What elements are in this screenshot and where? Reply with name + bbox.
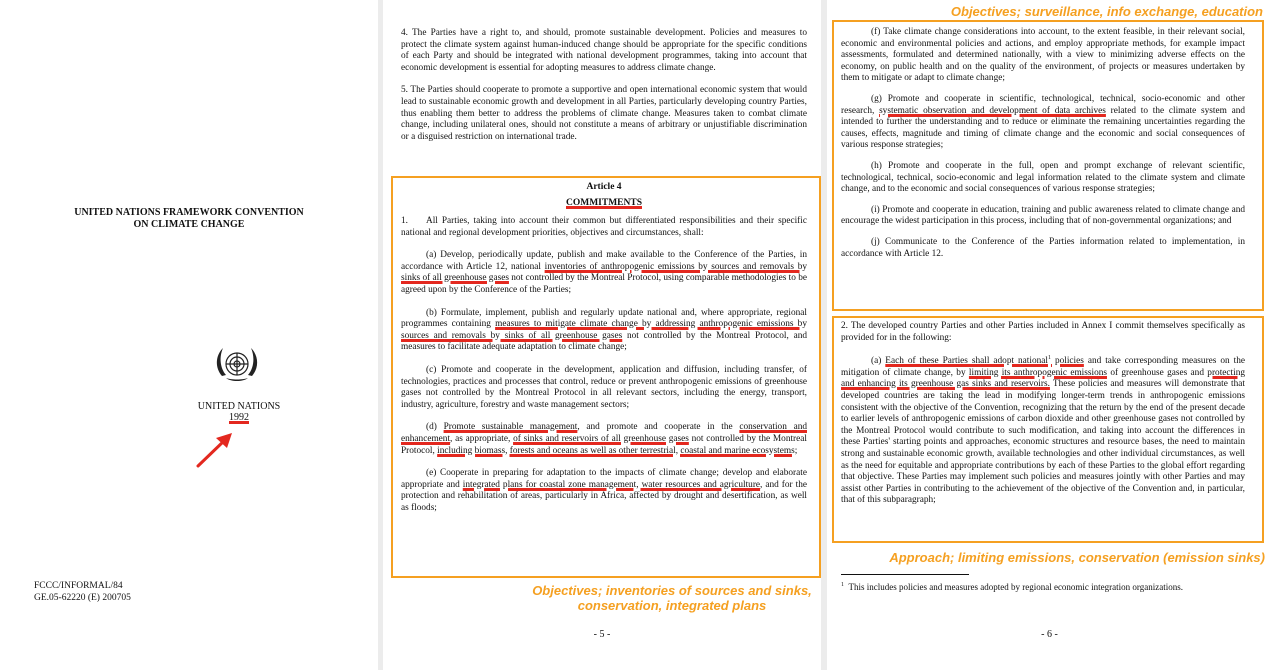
page5-top-paragraphs bbox=[401, 28, 807, 154]
underline-sinks-reservoirs: of sinks and reservoirs of all greenhouse gases bbox=[513, 433, 689, 444]
page-number-6: - 6 - bbox=[1041, 629, 1058, 640]
organization-title bbox=[0, 207, 378, 231]
document-reference bbox=[34, 580, 131, 604]
year-label bbox=[0, 412, 378, 423]
subparagraph-d: (d) Promote sustainable management, and promote and cooperate in the conservation and enhancement, as appropriate, of sinks and reservoirs of all greenhouse gases not controlled by the Montreal Protocol, including biomass, forests and oceans as well as other terrestrial, coastal and marine ecosystems; bbox=[401, 422, 807, 456]
commitments-heading-wrap bbox=[401, 198, 807, 208]
red-arrow-icon bbox=[192, 430, 238, 472]
subparagraph-f: (f) Take climate change considerations into account, to the extent feasible, in their relevant social, economic and environmental policies and actions, and employ appropriate methods, for example impact assessments, formulated and determined nationally, with a view to minimizing adverse effects on the economy, on public health and on the quality of the environment, of projects or measures undertaken by them to mitigate or adapt to climate change; bbox=[841, 27, 1245, 84]
subparagraph-g: (g) Promote and cooperate in scientific, technological, technical, socio-economic and other research, systematic observation and development of data archives related to the climate system and intended to further the understanding and to reduce or eliminate the remaining uncertainties regarding the causes, effects, magnitude and timing of climate change and the economic and social consequences of various response strategies; bbox=[841, 93, 1245, 151]
un-label-block bbox=[0, 401, 378, 423]
un-emblem-icon bbox=[210, 342, 264, 390]
subparagraph-i: (i) Promote and cooperate in education, training and public awareness related to climate change and encourage the widest participation in this process, including that of non-governmental organizations; and bbox=[841, 204, 1245, 227]
underline-policies: policies bbox=[1050, 356, 1084, 367]
paragraph-5: 5. The Parties should cooperate to promote a supportive and open international economic system that would lead to sustainable economic growth and development in all Parties, particularly developing country Parties, thus enabling them better to address the problems of climate change. Measures taken to combat climate change, including unilateral ones, should not constitute a means of arbitrary or unjustifiable discrimination or a disguised restriction on international trade. bbox=[401, 85, 807, 142]
underline-limiting-emissions: limiting its anthropogenic emissions bbox=[968, 367, 1107, 378]
underline-adopt-national: Each of these Parties shall adopt national bbox=[885, 356, 1048, 367]
org-title-line-2: ON CLIMATE CHANGE bbox=[133, 219, 245, 230]
page6-top-caption: Objectives; surveillance, info exchange, education bbox=[950, 4, 1263, 19]
item-1-intro: 1. All Parties, taking into account their common but differentiated responsibilities and their specific national and regional development priorities, objectives and circumstances, shall: bbox=[401, 216, 807, 238]
page5-caption-line-1: Objectives; inventories of sources and sinks, bbox=[532, 583, 812, 598]
org-title-line-1: UNITED NATIONS FRAMEWORK CONVENTION bbox=[74, 207, 304, 218]
subparagraph-e: (e) Cooperate in preparing for adaptation to the impacts of climate change; develop and elaborate appropriate and integrated plans for coastal zone management, water resources and agriculture, and for the protection and rehabilitation of areas, particularly in Africa, affected by drought and desertification, as well as floods; bbox=[401, 468, 807, 513]
underline-sustainable-management: Promote sustainable management bbox=[443, 422, 578, 433]
commitments-heading: COMMITMENTS bbox=[566, 198, 642, 208]
page6-upper-section bbox=[841, 27, 1245, 260]
underline-integrated-plans: integrated plans for coastal zone management, water resources and agriculture bbox=[462, 479, 761, 490]
footnote bbox=[841, 580, 1261, 594]
underline-inventories: inventories of anthropogenic emissions by sources and removals by sinks of all greenhouse gases bbox=[401, 261, 807, 284]
footnote-divider bbox=[841, 574, 969, 575]
footnote-mark: 1 bbox=[841, 582, 844, 588]
subparagraph-h: (h) Promote and cooperate in the full, open and prompt exchange of relevant scientific, technological, technical, socio-economic and legal information related to the climate system and climate change, and to the economic and social consequences of various response strategies; bbox=[841, 160, 1245, 195]
page-6 bbox=[827, 0, 1272, 670]
subparagraph-c: (c) Promote and cooperate in the development, application and diffusion, including transfer, of technologies, practices and processes that control, reduce or prevent anthropogenic emissions of greenhouse gases not controlled by the Montreal Protocol in all relevant sectors, including the energy, transport, industry, agriculture, forestry and waste management sectors; bbox=[401, 364, 807, 410]
page-5 bbox=[383, 0, 821, 670]
paragraph-4: 4. The Parties have a right to, and should, promote sustainable development. Policies and measures to protect the climate system against human-induced change should be appropriate for the specific conditions of each Party and should be integrated with national development programmes, taking into account that economic development is essential for adopting measures to address climate change. bbox=[401, 28, 807, 73]
subparagraph-b: (b) Formulate, implement, publish and regularly update national and, where appropriate, regional programmes containing measures to mitigate climate change by addressing anthropogenic emissions by sources and removals by sinks of all greenhouse gases not controlled by the Montreal Protocol, and measures to facilitate adequate adaptation to climate change; bbox=[401, 307, 807, 353]
article-4-section bbox=[401, 182, 807, 525]
page6-item-2-section bbox=[841, 321, 1245, 507]
year-text: 1992 bbox=[229, 412, 249, 423]
page5-caption bbox=[523, 583, 821, 613]
subparagraph-j: (j) Communicate to the Conference of the Parties information related to implementation, in accordance with Article 12. bbox=[841, 236, 1245, 259]
cover-page bbox=[0, 0, 378, 670]
page-number-5: - 5 - bbox=[593, 629, 611, 640]
underline-ecosystems: including biomass, forests and oceans as well as other terrestrial, coastal and marine ecosystems; bbox=[437, 445, 798, 456]
footnote-ref: 1 bbox=[1047, 355, 1051, 362]
underline-conservation: conservation and enhancement bbox=[401, 422, 807, 444]
page6-bottom-caption: Approach; limiting emissions, conservation (emission sinks) bbox=[889, 550, 1265, 565]
footnote-text: This includes policies and measures adopted by regional economic integration organizations. bbox=[848, 582, 1183, 592]
un-label: UNITED NATIONS bbox=[197, 401, 281, 412]
page5-caption-line-2: conservation, integrated plans bbox=[577, 598, 767, 613]
doc-symbol: FCCC/INFORMAL/84 bbox=[34, 581, 123, 591]
article-title: Article 4 bbox=[586, 182, 622, 192]
item-2-intro: 2. The developed country Parties and other Parties included in Annex I commit themselves specifically as provided for in the following: bbox=[841, 321, 1245, 343]
underline-protecting-sinks: protecting and enhancing its greenhouse gas sinks and reservoirs. bbox=[841, 367, 1245, 390]
subparagraph-a: (a) Develop, periodically update, publish and make available to the Conference of the Parties, in accordance with Article 12, national inventories of anthropogenic emissions by sources and removals by sinks of all greenhouse gases not controlled by the Montreal Protocol, using comparable methodologies to be agreed upon by the Conference of the Parties; bbox=[401, 250, 807, 295]
subparagraph-2a: (a) Each of these Parties shall adopt national$^1$ policies and take corresponding measures on the mitigation of climate change, by limiting its anthropogenic emissions of greenhouse gases and protecting and enhancing its greenhouse gas sinks and reservoirs. These policies and measures will demonstrate that developed countries are taking the lead in modifying longer-term trends in anthropogenic emissions consistent with the objective of the Convention, recognizing that the return by the end of the present decade to earlier levels of anthropogenic emissions of carbon dioxide and other greenhouse gases not controlled by the Montreal Protocol would contribute to such modification, and taking into account the differences in these Parties' starting points and approaches, economic structures and resource bases, the need to maintain strong and sustainable economic growth, available technologies and other individual circumstances, as well as the need for equitable and appropriate contributions by each of these Parties to the global effort regarding that objective. These Parties may implement such policies and measures jointly with other Parties and may assist other Parties in contributing to the achievement of the objective of the Convention and, in particular, that of this subparagraph; bbox=[841, 355, 1245, 506]
doc-job-number: GE.05-62220 (E) 200705 bbox=[34, 593, 131, 603]
underline-systematic-observation: systematic observation and development of data archives bbox=[879, 105, 1106, 116]
underline-mitigation-measures: measures to mitigate climate change by addressing anthropogenic emissions by sources and removals by sinks of all greenhouse gases bbox=[401, 319, 807, 341]
